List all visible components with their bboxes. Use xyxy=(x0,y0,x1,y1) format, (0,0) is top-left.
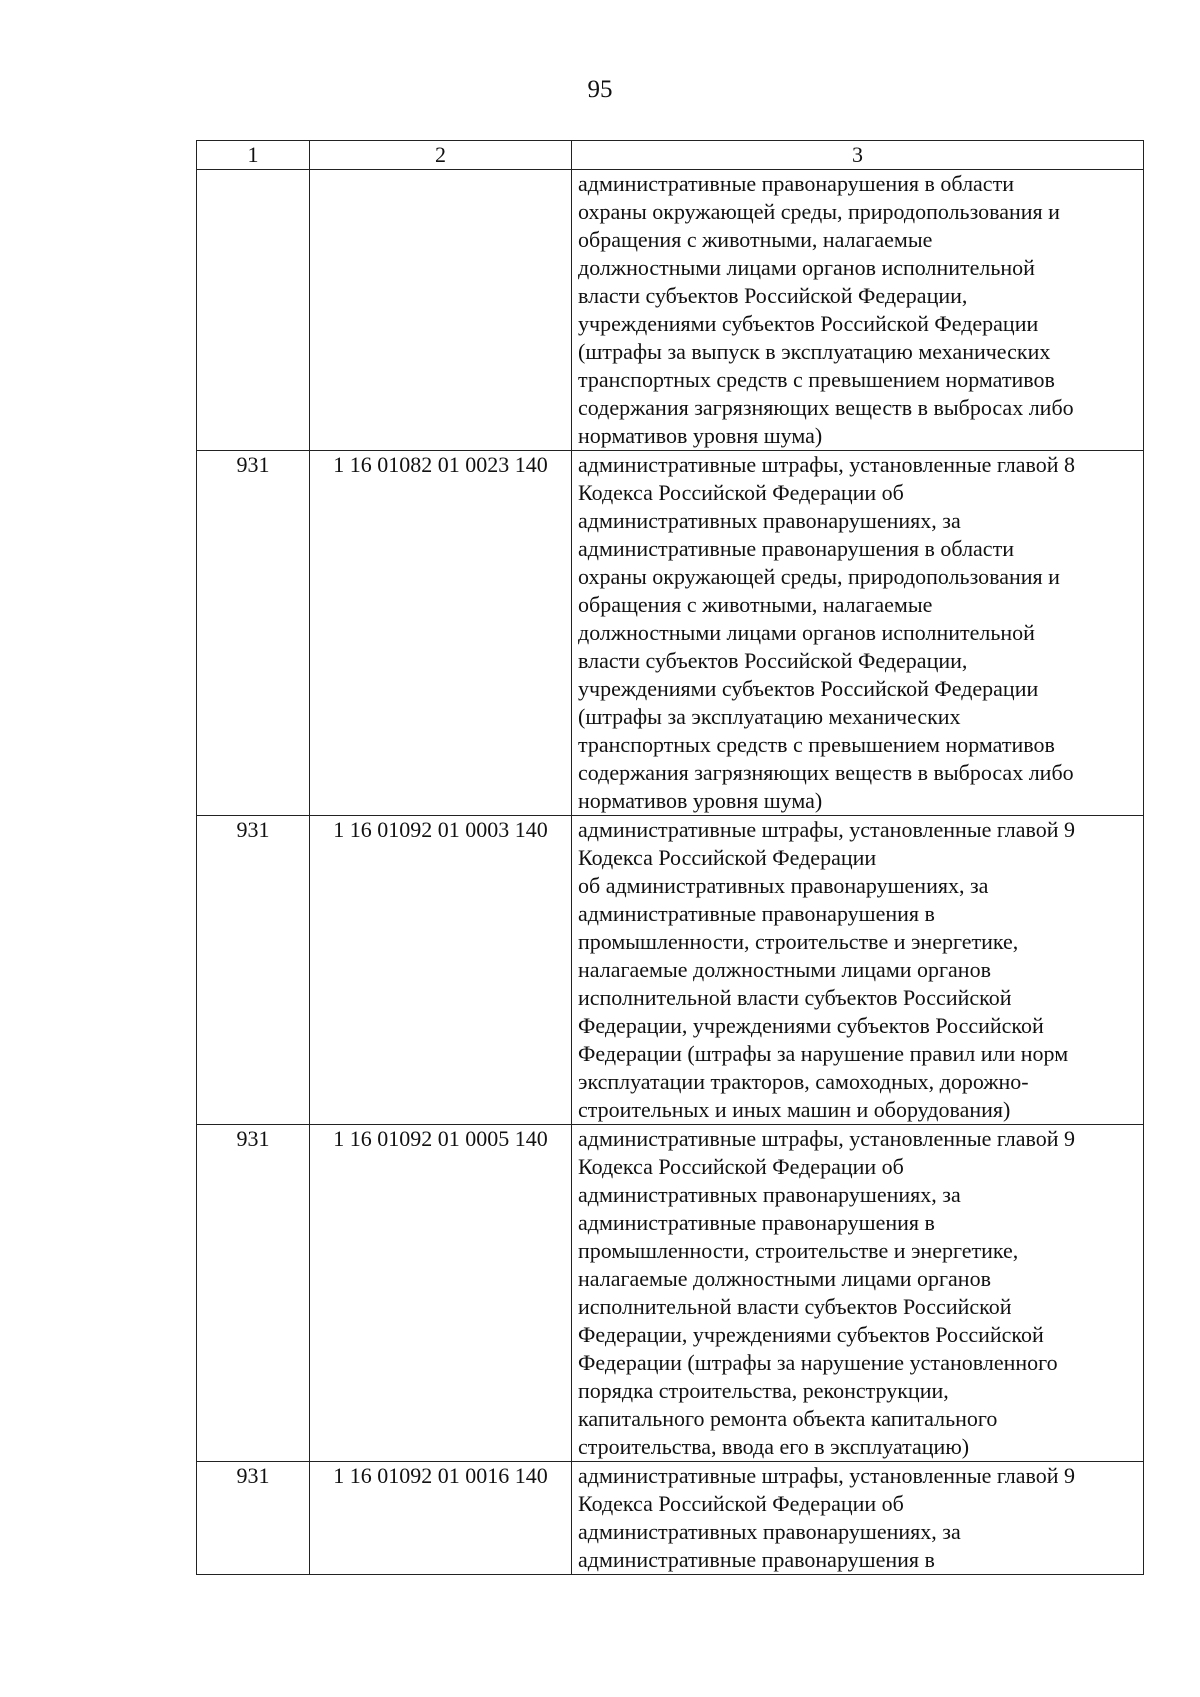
description-cell xyxy=(572,1462,1144,1575)
description-line: промышленности, строительстве и энергетике, xyxy=(578,1238,1019,1263)
admin-code-cell: 931 xyxy=(197,1462,310,1575)
budget-code-cell: 1 16 01092 01 0016 140 xyxy=(310,1462,572,1575)
description-line: налагаемые должностными лицами органов xyxy=(578,957,991,982)
description-line: административные правонарушения в области xyxy=(578,171,1014,196)
description-line: Кодекса Российской Федерации об xyxy=(578,480,904,505)
description-line: транспортных средств с превышением нормативов xyxy=(578,732,1055,757)
description-line: административные правонарушения в xyxy=(578,1210,935,1235)
header-col-3: 3 xyxy=(572,141,1144,170)
description-line: строительных и иных машин и оборудования) xyxy=(578,1097,1011,1122)
description-line: административные правонарушения в xyxy=(578,901,935,926)
description-line: строительства, ввода его в эксплуатацию) xyxy=(578,1434,970,1459)
description-line: Кодекса Российской Федерации xyxy=(578,845,877,870)
description-line: учреждениями субъектов Российской Федерации xyxy=(578,676,1039,701)
description-cell xyxy=(572,451,1144,816)
description-line: административные штрафы, установленные главой 9 xyxy=(578,817,1076,842)
description-line: административных правонарушениях, за xyxy=(578,508,961,533)
description-line: Федерации, учреждениями субъектов Российской xyxy=(578,1013,1044,1038)
description-cell xyxy=(572,1125,1144,1462)
description-line: учреждениями субъектов Российской Федерации xyxy=(578,311,1039,336)
description-line: промышленности, строительстве и энергетике, xyxy=(578,929,1019,954)
header-col-1: 1 xyxy=(197,141,310,170)
description-line: содержания загрязняющих веществ в выбросах либо xyxy=(578,395,1074,420)
description-line: Федерации (штрафы за нарушение правил или норм xyxy=(578,1041,1069,1066)
description-line: охраны окружающей среды, природопользования и xyxy=(578,564,1060,589)
description-line: должностными лицами органов исполнительной xyxy=(578,620,1035,645)
description-line: Кодекса Российской Федерации об xyxy=(578,1491,904,1516)
table-row xyxy=(197,451,1144,816)
description-line: административные штрафы, установленные главой 8 xyxy=(578,452,1076,477)
description-line: (штрафы за выпуск в эксплуатацию механических xyxy=(578,339,1051,364)
description-line: административных правонарушениях, за xyxy=(578,1182,961,1207)
description-line: (штрафы за эксплуатацию механических xyxy=(578,704,961,729)
description-line: нормативов уровня шума) xyxy=(578,788,823,813)
description-line: Федерации (штрафы за нарушение установленного xyxy=(578,1350,1058,1375)
description-line: административных правонарушениях, за xyxy=(578,1519,961,1544)
table-row xyxy=(197,170,1144,451)
description-line: обращения с животными, налагаемые xyxy=(578,592,933,617)
description-line: должностными лицами органов исполнительной xyxy=(578,255,1035,280)
description-line: об административных правонарушениях, за xyxy=(578,873,989,898)
description-line: обращения с животными, налагаемые xyxy=(578,227,933,252)
description-line: транспортных средств с превышением нормативов xyxy=(578,367,1055,392)
description-line: административные правонарушения в области xyxy=(578,536,1014,561)
table-body xyxy=(197,170,1144,1575)
description-line: Кодекса Российской Федерации об xyxy=(578,1154,904,1179)
budget-code-cell: 1 16 01092 01 0003 140 xyxy=(310,816,572,1125)
budget-code-cell: 1 16 01082 01 0023 140 xyxy=(310,451,572,816)
description-line: административные штрафы, установленные главой 9 xyxy=(578,1463,1076,1488)
budget-code-cell xyxy=(310,170,572,451)
table-row xyxy=(197,1125,1144,1462)
description-line: власти субъектов Российской Федерации, xyxy=(578,648,968,673)
admin-code-cell: 931 xyxy=(197,816,310,1125)
admin-code-cell xyxy=(197,170,310,451)
description-line: содержания загрязняющих веществ в выбросах либо xyxy=(578,760,1074,785)
page-number: 95 xyxy=(587,76,613,103)
admin-code-cell: 931 xyxy=(197,1125,310,1462)
description-line: административные штрафы, установленные главой 9 xyxy=(578,1126,1076,1151)
description-line: налагаемые должностными лицами органов xyxy=(578,1266,991,1291)
budget-code-cell: 1 16 01092 01 0005 140 xyxy=(310,1125,572,1462)
table-row xyxy=(197,816,1144,1125)
description-line: порядка строительства, реконструкции, xyxy=(578,1378,949,1403)
description-line: эксплуатации тракторов, самоходных, дорожно- xyxy=(578,1069,1029,1094)
description-line: административные правонарушения в xyxy=(578,1547,935,1572)
description-cell xyxy=(572,170,1144,451)
description-cell xyxy=(572,816,1144,1125)
description-line: нормативов уровня шума) xyxy=(578,423,823,448)
classification-table xyxy=(196,140,1144,1575)
header-col-2: 2 xyxy=(310,141,572,170)
description-line: власти субъектов Российской Федерации, xyxy=(578,283,968,308)
description-line: исполнительной власти субъектов Российской xyxy=(578,1294,1012,1319)
table-header-row xyxy=(197,141,1144,170)
admin-code-cell: 931 xyxy=(197,451,310,816)
table-row xyxy=(197,1462,1144,1575)
description-line: капитального ремонта объекта капитального xyxy=(578,1406,998,1431)
description-line: охраны окружающей среды, природопользования и xyxy=(578,199,1060,224)
description-line: исполнительной власти субъектов Российской xyxy=(578,985,1012,1010)
description-line: Федерации, учреждениями субъектов Российской xyxy=(578,1322,1044,1347)
